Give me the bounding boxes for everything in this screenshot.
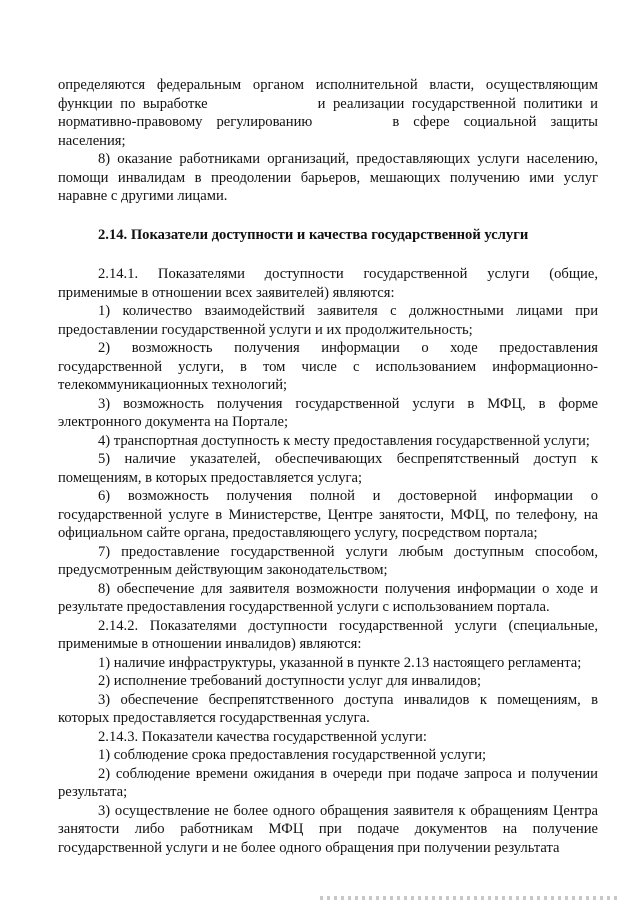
- section-paragraph: 2) возможность получения информации о ходе предоставления государственной услуги, в том числе с использованием информационно-телекоммуникационных технологий;: [58, 340, 598, 393]
- section-paragraph: 7) предоставление государственной услуги любым доступным способом, предусмотренным действующим законодательством;: [58, 543, 598, 578]
- section-paragraph: 1) наличие инфраструктуры, указанной в пункте 2.13 настоящего регламента;: [98, 654, 582, 671]
- intro-paragraph-2: 8) оказание работниками организаций, предоставляющих услуги населению, помощи инвалидам в преодолении барьеров, мешающих получению ими услуг наравне с другими лицами.: [58, 151, 598, 204]
- bottom-edge-artifact: [320, 896, 620, 900]
- section-paragraph: 1) соблюдение срока предоставления государственной услуги;: [98, 747, 487, 763]
- section-paragraph: 3) возможность получения государственной услуги в МФЦ, в форме электронного документа на Портале;: [58, 395, 598, 430]
- section-paragraph: 2.14.1. Показателями доступности государственной услуги (общие, применимые в отношении всех заявителей) являются:: [58, 266, 598, 301]
- section-paragraph: 6) возможность получения полной и достоверной информации о государственной услуге в Министерстве, Центре занятости, МФЦ, по телефону, на официальном сайте органа, предоставляющего услугу, посредством портала;: [58, 488, 598, 541]
- section-paragraph: 5) наличие указателей, обеспечивающих беспрепятственный доступ к помещениям, в которых предоставляется услуга;: [58, 451, 598, 486]
- intro-text-c: в сфере социальной защиты населения;: [58, 114, 598, 149]
- section-paragraph: 2.14.3. Показатели качества государственной услуги:: [98, 728, 427, 745]
- section-paragraph: 3) обеспечение беспрепятственного доступа инвалидов к помещениям, в которых предоставляется государственная услуга.: [58, 691, 598, 726]
- section-paragraph: 4) транспортная доступность к месту предоставления государственной услуги;: [98, 432, 590, 449]
- intro-paragraph-1: [58, 76, 598, 150]
- section-paragraph: 2) исполнение требований доступности услуг для инвалидов;: [98, 673, 482, 689]
- intro-text-b: и реализации государственной политики и нормативно-правовому регулированию: [58, 95, 598, 130]
- section-heading: 2.14. Показатели доступности и качества государственной услуги: [98, 226, 529, 243]
- section-paragraph: 3) осуществление не более одного обращения заявителя к обращениям Центра занятости либо работникам МФЦ при подаче документов на получение государственной услуги и не более одного обращения при получении результата: [58, 802, 598, 856]
- section-paragraph: 2) соблюдение времени ожидания в очереди при подаче запроса и получении результата;: [58, 765, 598, 800]
- document-page: [58, 76, 598, 857]
- section-paragraph: 8) обеспечение для заявителя возможности получения информации о ходе и результате предоставления государственной услуги с использованием портала.: [58, 580, 598, 615]
- section-body: [58, 265, 598, 857]
- section-paragraph: 1) количество взаимодействий заявителя с должностными лицами при предоставлении государственной услуги и их продолжительность;: [58, 303, 598, 338]
- section-paragraph: 2.14.2. Показателями доступности государственной услуги (специальные, применимые в отношении инвалидов) являются:: [58, 617, 598, 652]
- intro-text-a: определяются федеральным органом исполнительной власти, осуществляющим функции по выработке: [58, 77, 598, 112]
